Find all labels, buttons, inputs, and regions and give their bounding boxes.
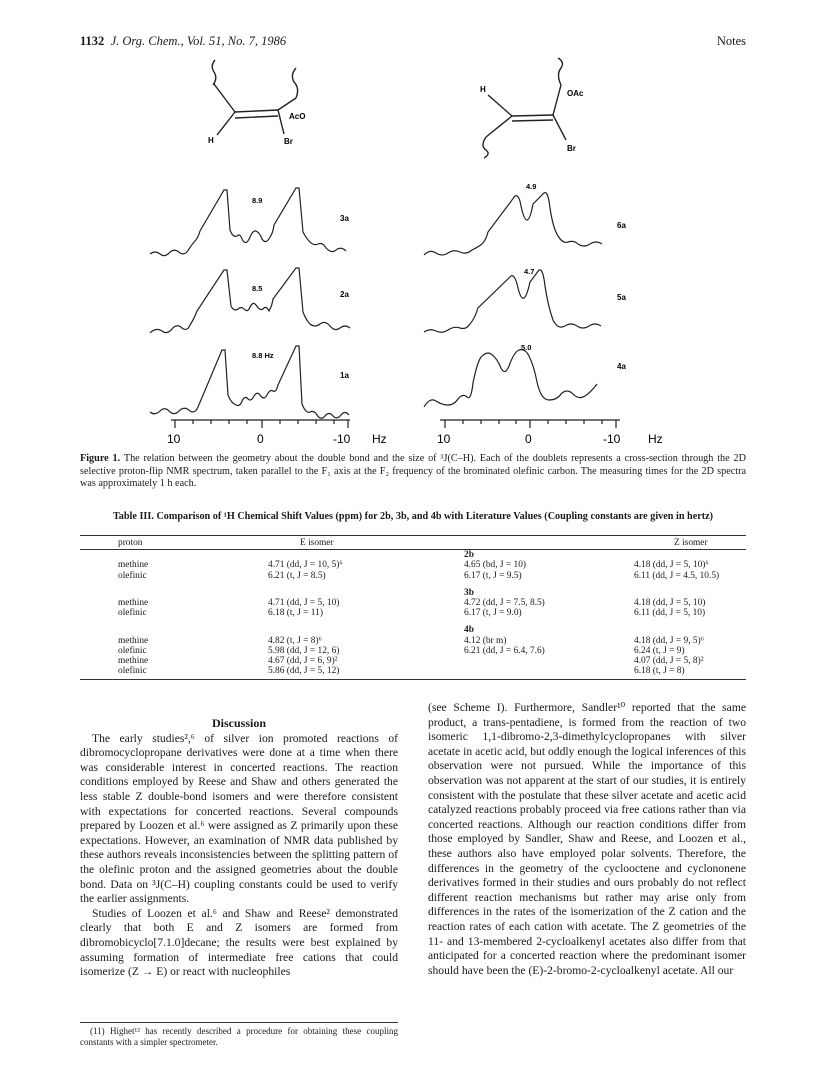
spectrum-label-3a: 3a — [340, 214, 349, 223]
table-row — [80, 636, 746, 646]
left-aco-label: AcO — [289, 112, 306, 121]
group-row — [80, 581, 746, 598]
header-lit — [464, 536, 634, 550]
compound-label: 4b — [464, 625, 474, 636]
header-proton: proton — [80, 536, 268, 550]
spectrum-3a-trace — [150, 188, 346, 256]
table-cell: 4.07 (dd, J = 5, 8)² — [634, 656, 704, 667]
table-header-row — [80, 536, 746, 550]
table-cell: 5.98 (dd, J = 12, 6) — [268, 645, 340, 656]
body-column-left — [80, 716, 398, 980]
spectrum-5a-trace — [424, 270, 601, 332]
table-cell: 4.67 (dd, J = 6, 9)² — [268, 656, 338, 667]
table-cell: olefinic — [118, 570, 147, 581]
spectrum-label-1a: 1a — [340, 371, 349, 380]
group-row — [80, 618, 746, 635]
spectrum-1a-trace — [150, 346, 349, 418]
body-column-right — [428, 701, 746, 978]
table-cell: methine — [118, 635, 149, 646]
table-cell: 6.18 (t, J = 8) — [634, 666, 746, 680]
spectrum-label-4a: 4a — [617, 362, 626, 371]
coupling-2a: 8.5 — [252, 284, 263, 293]
left-structure — [212, 60, 297, 135]
table-cell: 4.71 (dd, J = 10, 5)⁶ — [268, 560, 343, 571]
right-axis-unit: Hz — [648, 432, 663, 446]
table-cell: 6.21 (dd, J = 6.4, 7.6) — [464, 645, 545, 656]
right-structure — [483, 58, 566, 158]
table-row — [80, 656, 746, 666]
spectrum-4a-trace — [424, 350, 597, 407]
table-cell: 4.72 (dd, J = 7.5, 8.5) — [464, 598, 545, 609]
header-z-isomer: Z isomer — [634, 536, 746, 550]
table-row — [80, 598, 746, 608]
spectrum-label-5a: 5a — [617, 293, 626, 302]
coupling-4a: 5.0 — [521, 343, 532, 352]
right-axis — [440, 420, 620, 428]
table-row — [80, 571, 746, 581]
table-cell — [464, 656, 634, 666]
header-e-isomer: E isomer — [268, 536, 464, 550]
figure-caption-text: The relation between the geometry about the double bond and the size of ³J(C–H). Each of the doublets represents a cross-section through the 2D selective proton-flip NMR spectrum, taken parallel to the F₁ axis at the F₂ frequency of the brominated olefinic carbon. The measuring times for the 2D spectra was approximately 1 h each. — [80, 453, 746, 490]
spectrum-6a-trace — [424, 193, 602, 255]
table-cell: 4.18 (dd, J = 5, 10) — [634, 598, 706, 609]
figure-caption — [80, 453, 746, 491]
left-axis-unit: Hz — [372, 432, 387, 446]
table-cell: olefinic — [80, 666, 268, 680]
left-axis — [171, 420, 350, 428]
right-h-label: H — [480, 85, 486, 94]
table-cell: 4.82 (t, J = 8)⁶ — [268, 635, 322, 646]
figure-1 — [0, 0, 820, 452]
left-axis-tick-2: 0 — [257, 432, 264, 446]
table-cell: 4.65 (bd, J = 10) — [464, 560, 527, 571]
figure-caption-label: Figure 1. — [80, 453, 121, 464]
table-row — [80, 608, 746, 618]
paragraph: Studies of Loozen et al.⁶ and Shaw and Reese² demonstrated clearly that both E and Z isomers are formed from dibromobicyclo[7.1.0]decane; the results were best explained by assuming formation of intermediate free cations that could isomerize (Z → E) or react with nucleophiles — [80, 906, 398, 979]
paragraph: The early studies²,⁶ of silver ion promoted reactions of dibromocyclopropane derivatives were done at a time when there was considerable interest in concerted reactions. The reaction conditions employed by Reese and Shaw and others generated the less stable Z double-bond isomers and were therefore consistent with expectations for concerted reactions. Several compounds prepared by Loozen et al.⁶ were assigned as Z primarily upon these expectations. However, an examination of NMR data published by these authors reveals inconsistencies between the splitting pattern of the olefinic proton and the assigned geometries about the double bond. Data on ³J(C–H) coupling constants could be used to verify the earlier assignments. — [80, 731, 398, 906]
table-caption: Table III. Comparison of ¹H Chemical Shift Values (ppm) for 2b, 3b, and 4b with Literature Values (Coupling constants are given in hertz) — [112, 511, 714, 522]
left-h-label: H — [208, 136, 214, 145]
table-row — [80, 646, 746, 656]
table-cell: 6.17 (t, J = 9.0) — [464, 608, 522, 619]
journal-citation: J. Org. Chem., Vol. 51, No. 7, 1986 — [110, 34, 287, 48]
table-cell: methine — [118, 560, 149, 571]
right-axis-tick-2: 0 — [525, 432, 532, 446]
left-br-label: Br — [284, 137, 293, 146]
coupling-3a: 8.9 — [252, 196, 263, 205]
table-cell: 6.17 (t, J = 9.5) — [464, 570, 522, 581]
right-br-label: Br — [567, 144, 576, 153]
table-row — [80, 560, 746, 570]
table-cell — [464, 666, 634, 680]
right-axis-tick-3: -10 — [603, 432, 621, 446]
table-cell: 5.86 (dd, J = 5, 12) — [268, 666, 464, 680]
table-cell: 4.12 (br m) — [464, 635, 507, 646]
table-iii — [80, 535, 746, 680]
left-axis-tick-3: -10 — [333, 432, 351, 446]
table-cell: 4.18 (dd, J = 5, 10)⁶ — [634, 560, 709, 571]
table-cell: olefinic — [118, 608, 147, 619]
section-label: Notes — [716, 34, 746, 48]
table-cell: 6.11 (dd, J = 4.5, 10.5) — [634, 570, 720, 581]
table-row — [80, 666, 746, 680]
section-heading: Discussion — [211, 716, 267, 730]
table-cell: 6.21 (t, J = 8.5) — [268, 570, 326, 581]
coupling-5a: 4.7 — [524, 267, 535, 276]
table-cell: 4.18 (dd, J = 9, 5)⁶ — [634, 635, 705, 646]
left-axis-tick-1: 10 — [167, 432, 181, 446]
group-row — [80, 550, 746, 561]
spectrum-label-6a: 6a — [617, 221, 626, 230]
spectrum-label-2a: 2a — [340, 290, 349, 299]
table-cell: 6.24 (t, J = 9) — [634, 645, 685, 656]
table-cell: 6.18 (t, J = 11) — [268, 608, 323, 619]
right-oac-label: OAc — [567, 89, 584, 98]
compound-label: 2b — [464, 550, 474, 561]
compound-label: 3b — [464, 587, 474, 598]
paragraph: (see Scheme I). Furthermore, Sandler¹⁰ reported that the same product, a trans-pentadiene, is formed from the reaction of two isomeric 1,1-dibromo-2,3-dimethylcyclopropanes with silver acetate in acetic acid, but oddly enough the logical inferences of this observation were not pursued. While the importance of this observation was not apparent at the start of our studies, it is entirely consistent with the postulate that these silver acetate and acetic acid catalyzed reactions probably proceed via free cations rather than via concerted reactions. Although our reaction conditions differ from those employed by Sandler, Shaw and Reese, and Loozen et al., these authors also have employed polar solvents. Therefore, the differences in the geometry of the cyclooctene and cyclononene derivatives formed in their studies and ours probably do not reflect different reaction mechanisms but rather may arise only from differences in the rates of the isomerization of the Z cation and the reaction rates of each cation with acetate. The Z geometries of the 11- and 13-membered 2-cycloalkenyl acetates also differ from that anticipated for a concerted reaction where the predominant isomer should have been the (E)-2-bromo-2-cycloalkenyl acetate. All our — [428, 701, 746, 977]
coupling-6a: 4.9 — [526, 182, 537, 191]
table-cell: 6.11 (dd, J = 5, 10) — [634, 608, 706, 619]
table-cell: olefinic — [118, 645, 147, 656]
right-axis-tick-1: 10 — [437, 432, 451, 446]
spectrum-2a-trace — [150, 268, 350, 333]
table-cell: methine — [118, 598, 149, 609]
table-cell: 4.71 (dd, J = 5, 10) — [268, 598, 340, 609]
page-number: 1132 — [80, 34, 105, 48]
table-cell: methine — [118, 656, 149, 667]
footnote: (11) Highet¹² has recently described a procedure for obtaining these coupling constants with a simpler spectrometer. — [80, 1022, 398, 1047]
coupling-1a: 8.8 Hz — [252, 351, 274, 360]
